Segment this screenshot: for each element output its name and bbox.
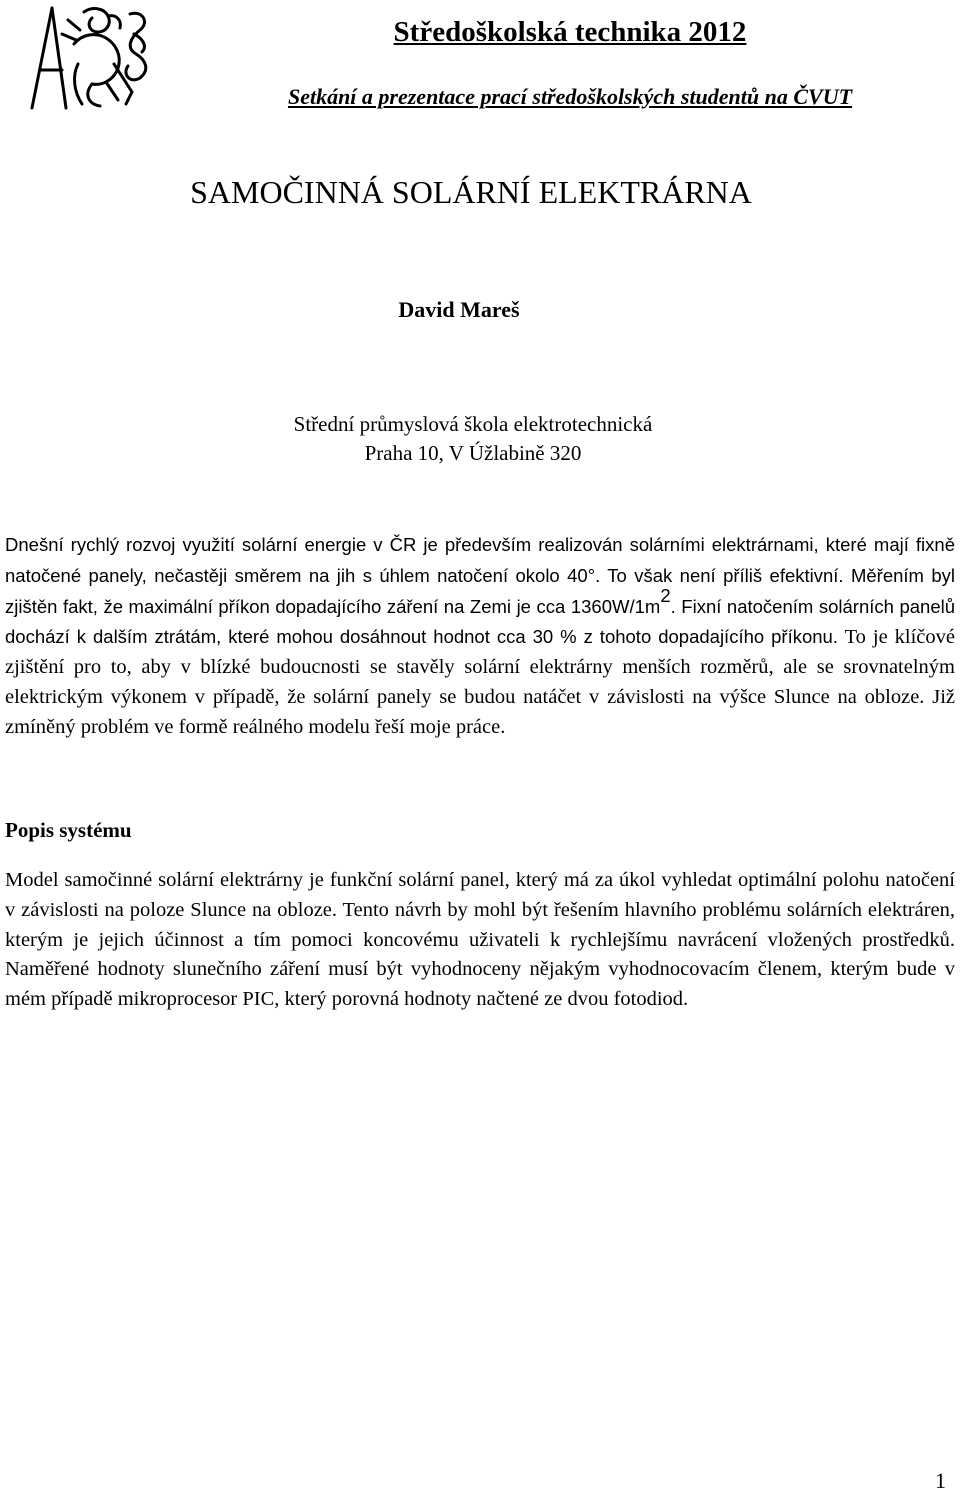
author-name: David Mareš	[398, 297, 520, 322]
section-paragraph: Model samočinné solární elektrárny je funkční solární panel, který má za úkol vyhledat optimální polohu natočení v závislosti na poloze Slunce na obloze. Tento návrh by mohl být řešením hlavního problému solárních elektráren, kterým je jejich účinnost a tím pomoci koncovému uživateli k rychlejšímu navrácení vložených prostředků. Naměřené hodnoty slunečního záření musí být vyhodnoceny nějakým vyhodnocovacím členem, kterým bude v mém případě mikroprocesor PIC, který porovná hodnoty načtené ze dvou fotodiod.	[5, 869, 955, 1011]
intro-text-c: To je klíčové zjištění pro to, aby v blízké budoucnosti se stavěly solární elektrárny menších rozměrů, ale se srovnatelným elektrickým výkonem v případě, že solární panely se budou natáčet v závislosti na výšce Slunce na obloze. Již zmíněný problém ve formě reálného modelu řeší moje práce.	[5, 626, 955, 738]
page-number: 1	[935, 1468, 946, 1493]
event-title: Středoškolská technika 2012	[393, 16, 747, 48]
intro-paragraph	[5, 530, 955, 743]
section-heading: Popis systému	[5, 818, 132, 842]
intro-exponent: 2	[660, 584, 671, 606]
school-name: Střední průmyslová škola elektrotechnická	[293, 412, 653, 436]
intro-text-a: Dnešní rychlý rozvoj využití solární energie v ČR je především realizován solárními elektrárnami, které mají fixně natočené panely, nečastěji směrem na jih s úhlem natočení okolo 40°. To však není příliš efektivní. Měřením byl zjištěn fakt, že maximální příkon dopadajícího záření na Zemi je cca 1360W/1m	[5, 534, 955, 617]
school-address: Praha 10, V Úžlabině 320	[364, 441, 582, 465]
intro-text-b: . Fixní natočením solárních panelů dochází k dalším ztrátám, které mohou dosáhnout hodnot cca 30 % z tohoto dopadajícího příkonu.	[5, 595, 956, 648]
school-info	[0, 410, 946, 468]
event-subtitle: Setkání a prezentace prací středoškolských studentů na ČVUT	[287, 84, 853, 109]
document-title: SAMOČINNÁ SOLÁRNÍ ELEKTRÁRNA	[190, 174, 752, 210]
